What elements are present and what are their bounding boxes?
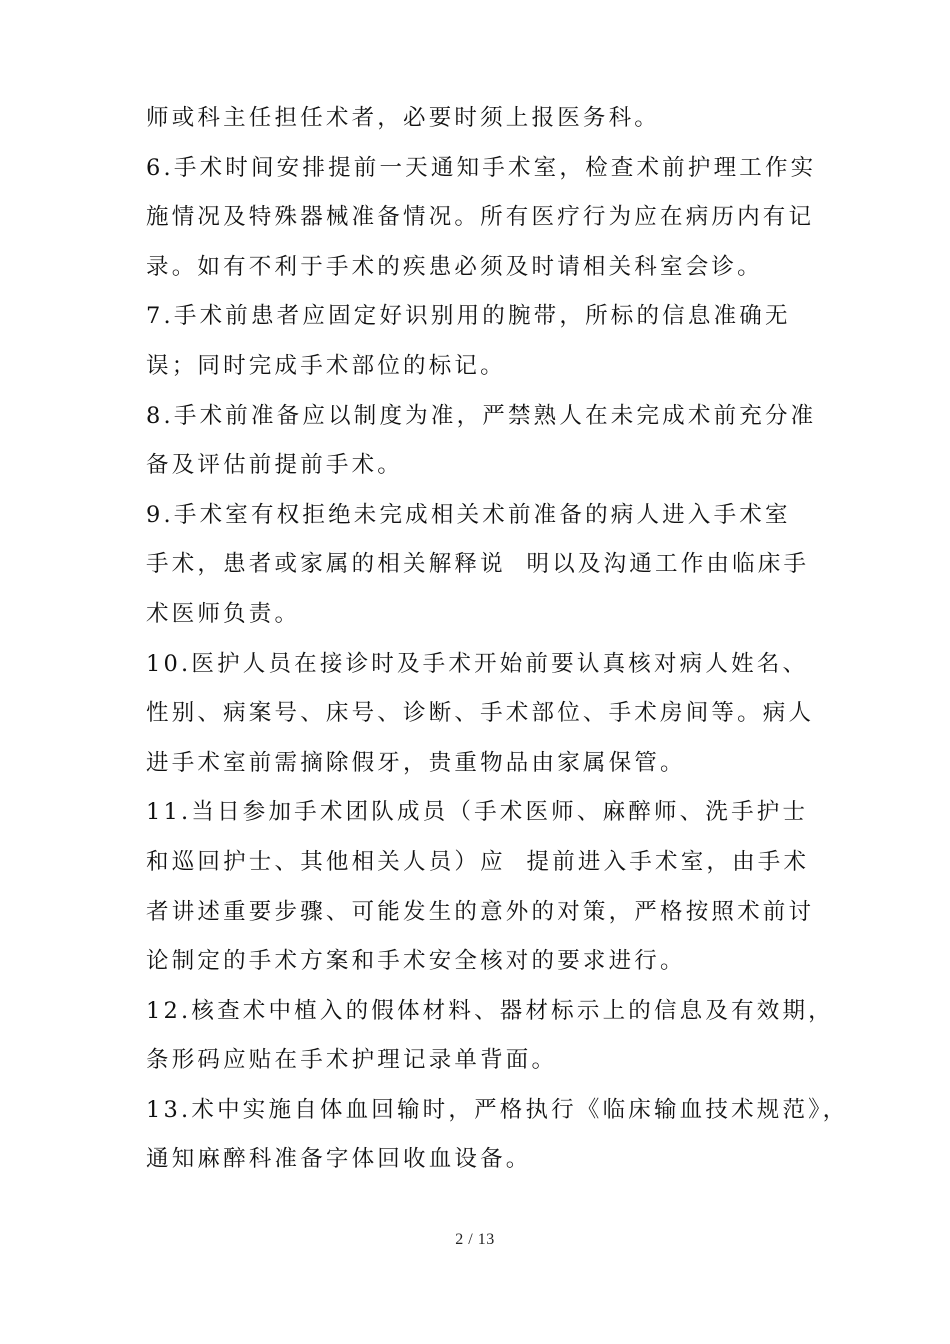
text-line: 备及评估前提前手术。	[146, 452, 404, 479]
text-line: 论制定的手术方案和手术安全核对的要求进行。	[146, 948, 686, 975]
text-line: 条形码应贴在手术护理记录单背面。	[146, 1047, 558, 1074]
text-line: 和巡回护士、其他相关人员）应 提前进入手术室，由手术	[146, 848, 810, 875]
text-line: 10.医护人员在接诊时及手术开始前要认真核对病人姓名、	[146, 650, 809, 677]
text-line: 12.核查术中植入的假体材料、器材标示上的信息及有效期，	[146, 997, 834, 1024]
text-line: 误；同时完成手术部位的标记。	[146, 352, 506, 379]
text-line: 者讲述重要步骤、可能发生的意外的对策，严格按照术前讨	[146, 898, 815, 925]
text-line: 性别、病案号、床号、诊断、手术部位、手术房间等。病人	[146, 700, 815, 727]
text-line: 进手术室前需摘除假牙，贵重物品由家属保管。	[146, 749, 686, 776]
text-line: 7.手术前患者应固定好识别用的腕带，所标的信息准确无	[146, 303, 791, 330]
text-line: 施情况及特殊器械准备情况。所有医疗行为应在病历内有记	[146, 204, 815, 231]
text-line: 通知麻醉科准备字体回收血设备。	[146, 1146, 532, 1173]
text-line: 13.术中实施自体血回输时，严格执行《临床输血技术规范》，	[146, 1096, 849, 1123]
text-line: 9.手术室有权拒绝未完成相关术前准备的病人进入手术室	[146, 501, 791, 528]
page-number: 2 / 13	[455, 1231, 495, 1248]
text-line: 术医师负责。	[146, 600, 301, 627]
text-line: 8.手术前准备应以制度为准，严禁熟人在未完成术前充分准	[146, 402, 817, 429]
text-line: 录。如有不利于手术的疾患必须及时请相关科室会诊。	[146, 253, 763, 280]
body-text	[146, 94, 849, 1185]
text-line: 11.当日参加手术团队成员（手术医师、麻醉师、洗手护士	[146, 799, 809, 826]
text-line: 6.手术时间安排提前一天通知手术室，检查术前护理工作实	[146, 154, 817, 181]
text-line: 师或科主任担任术者，必要时须上报医务科。	[146, 105, 661, 131]
text-line: 手术，患者或家属的相关解释说 明以及沟通工作由临床手	[146, 551, 810, 578]
